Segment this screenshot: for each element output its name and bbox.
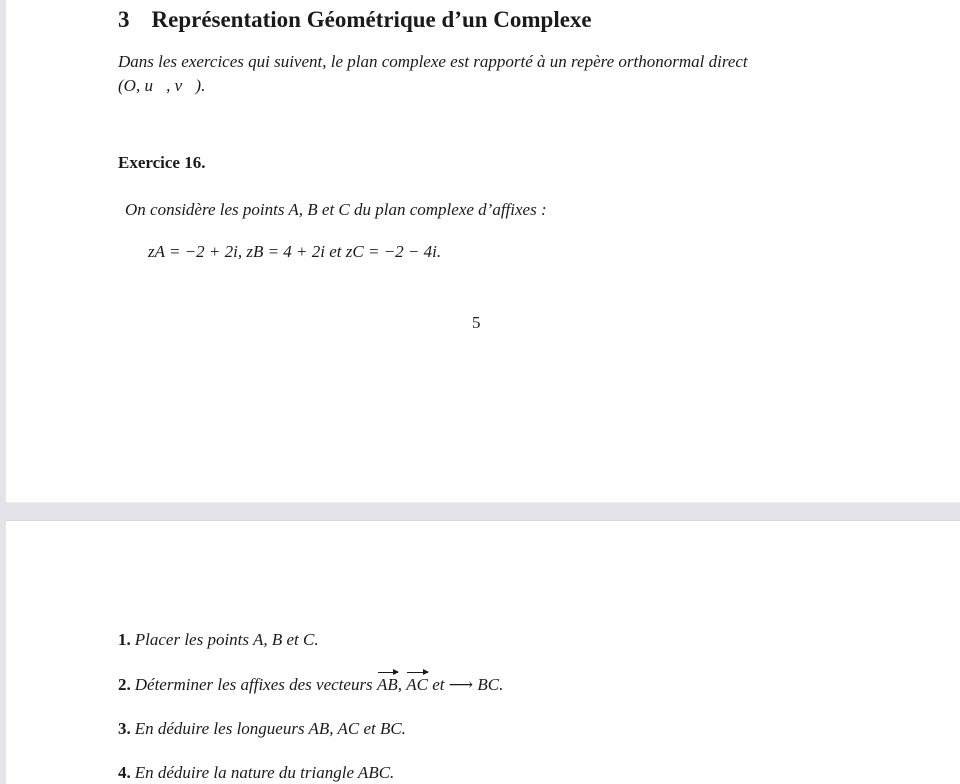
exercise-statement: On considère les points A, B et C du plan complexe d’affixes :	[125, 200, 547, 219]
question-4: 4. En déduire la nature du triangle ABC.	[118, 763, 395, 782]
exercise-formula: zA = −2 + 2i, zB = 4 + 2i et zC = −2 − 4i.	[148, 242, 442, 261]
section-title: Représentation Géométrique d’un Complexe	[151, 7, 592, 32]
pdf-page-2	[6, 520, 960, 784]
page-number: 5	[472, 313, 481, 332]
question-3: 3. En déduire les longueurs AB, AC et BC.	[118, 719, 406, 738]
intro-line-2: (O, u⃗, v⃗).	[118, 76, 206, 95]
question-1: 1. Placer les points A, B et C.	[118, 630, 319, 649]
pdf-page-1	[6, 0, 960, 503]
section-number: 3	[118, 7, 130, 32]
intro-line-1: Dans les exercices qui suivent, le plan complexe est rapporté à un repère orthonormal direct	[118, 52, 748, 71]
exercise-title: Exercice 16.	[118, 153, 206, 172]
vector-ac: AC	[406, 675, 428, 694]
question-2: 2. Déterminer les affixes des vecteurs AB, AC et ⟶ BC.	[118, 675, 504, 694]
vector-ab: AB	[376, 675, 398, 694]
section-heading	[118, 7, 592, 33]
